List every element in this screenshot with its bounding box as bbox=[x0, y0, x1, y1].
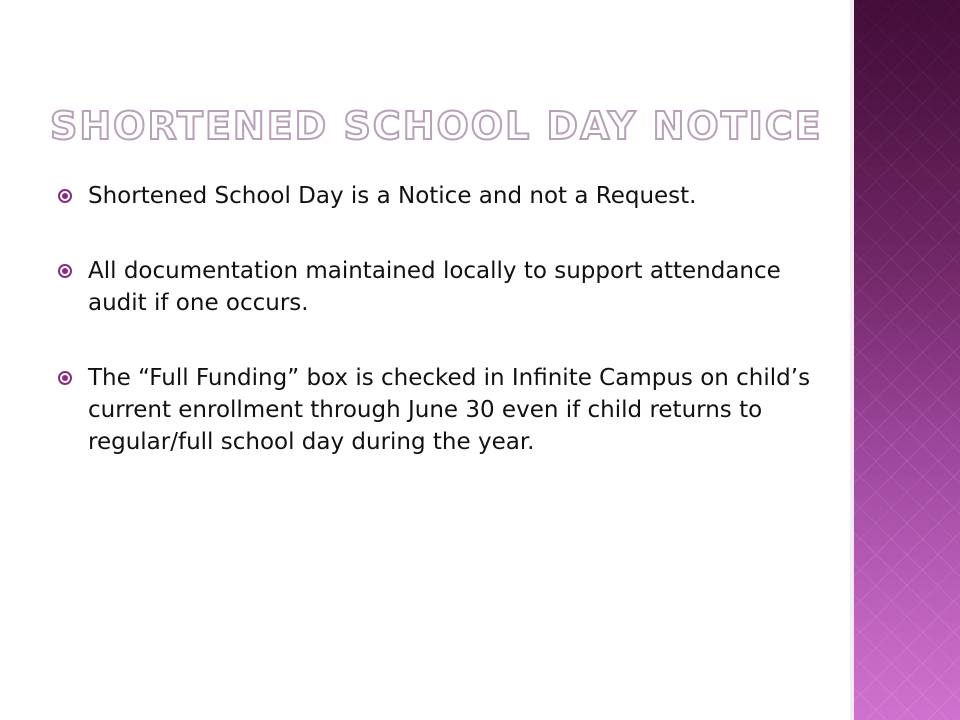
bullet-target-icon bbox=[58, 371, 72, 385]
bullet-text: Shortened School Day is a Notice and not a Request. bbox=[88, 183, 697, 209]
bullet-target-icon bbox=[58, 189, 72, 203]
bullet-target-icon bbox=[58, 264, 72, 278]
slide-title: SHORTENED SCHOOL DAY NOTICE bbox=[50, 104, 823, 148]
bullet-item bbox=[58, 362, 838, 458]
bullet-text: The “Full Funding” box is checked in Infinite Campus on child’s current enrollment through June 30 even if child returns to regular/full school day during the year. bbox=[88, 365, 811, 455]
bullet-item bbox=[58, 180, 838, 212]
decorative-side-panel bbox=[854, 0, 960, 720]
bullet-list bbox=[58, 180, 838, 501]
bullet-text: All documentation maintained locally to support attendance audit if one occurs. bbox=[88, 258, 781, 316]
bullet-item bbox=[58, 255, 838, 319]
